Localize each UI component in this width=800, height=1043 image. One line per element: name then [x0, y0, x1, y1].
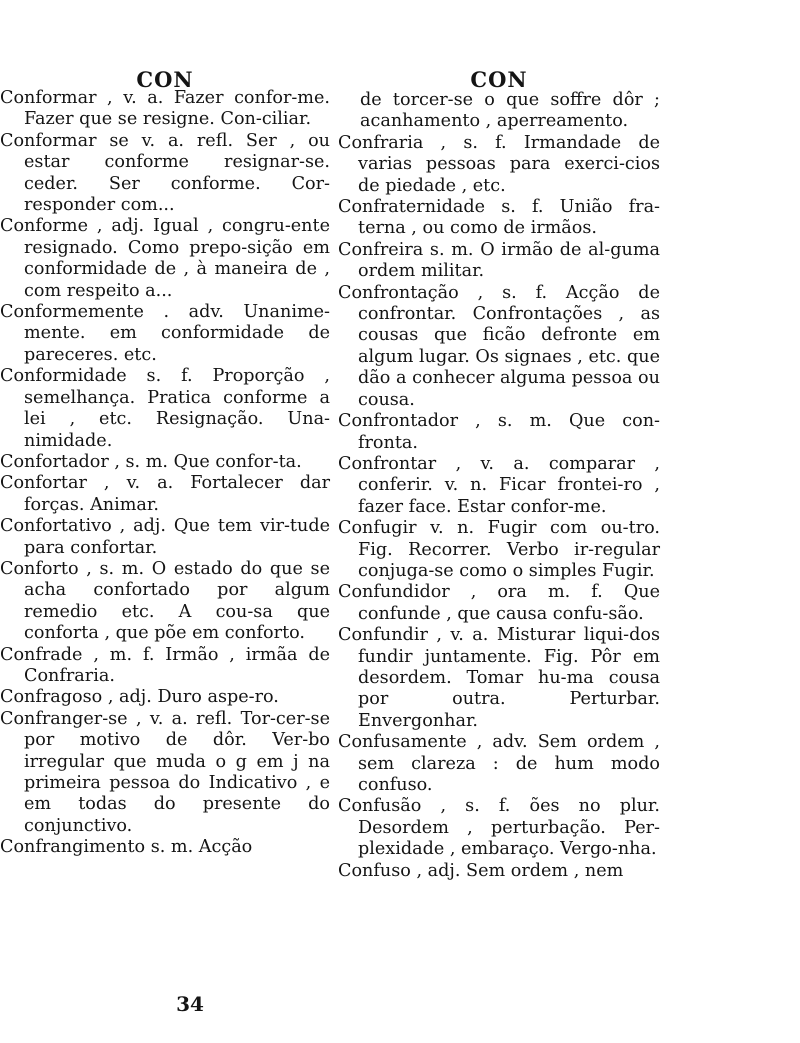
page-number: 34 [176, 992, 204, 1016]
entry-confortativo: Confortativo , adj. Que tem vir-tude para confortar. [0, 516, 330, 558]
entry-confundidor: Confundidor , ora m. f. Que confunde , que causa confu-são. [338, 582, 660, 624]
entry-continuation: de torcer-se o que soffre dôr ; acanhamento , aperreamento. [360, 90, 660, 132]
entry-conformidade: Conformidade s. f. Proporção , semelhança. Pratica conforme a lei , etc. Resignação. Una-nimidade. [0, 366, 330, 451]
entry-confusao: Confusão , s. f. ões no plur. Desordem , perturbação. Per-plexidade , embaraço. Vergo-nha. [338, 796, 660, 860]
entry-confortar: Confortar , v. a. Fortalecer dar forças. Animar. [0, 473, 330, 515]
entry-confrangimento: Confrangimento s. m. Acção [0, 837, 253, 858]
entry-confragoso: Confragoso , adj. Duro aspe-ro. [0, 687, 279, 708]
entry-confortador: Confortador , s. m. Que confor-ta. [0, 451, 302, 472]
entry-confraria: Confraria , s. f. Irmandade de varias pessoas para exerci-cios de piedade , etc. [338, 132, 660, 196]
entry-conformar-se: Conformar se v. a. refl. Ser , ou estar conforme resignar-se. ceder. Ser conforme. Cor-responder com... [0, 130, 330, 216]
entry-confrontar: Confrontar , v. a. comparar , conferir. v. n. Ficar frontei-ro , fazer face. Estar confor-me. [338, 453, 660, 517]
entry-confuso: Confuso , adj. Sem ordem , nem [338, 860, 624, 881]
entry-confrontacao: Confrontação , s. f. Acção de confrontar. Confrontações , as cousas que ficão defronte em algum lugar. Os signaes , etc. que dão a conhecer alguma pessoa ou cousa. [338, 282, 660, 410]
entry-conformar: Conformar , v. a. Fazer confor-me. Fazer que se resigne. Con-ciliar. [0, 88, 330, 130]
left-entries [0, 88, 330, 859]
right-running-header: CON [470, 67, 528, 92]
entry-conforto: Conforto , s. m. O estado do que se acha confortado por algum remedio etc. A cou-sa que conforta , que põe em conforto. [0, 558, 330, 644]
entry-confusamente: Confusamente , adv. Sem ordem , sem clareza : de hum modo confuso. [338, 732, 660, 795]
entry-conforme: Conforme , adj. Igual , congru-ente resignado. Como prepo-sição em conformidade de , à maneira de , com respeito a... [0, 216, 330, 301]
entry-confranger-se: Confranger-se , v. a. refl. Tor-cer-se por motivo de dôr. Ver-bo irregular que muda o g em j na primeira pessoa do Indicativo , e em todas do presente do conjunctivo. [0, 708, 330, 836]
right-entries [338, 90, 660, 882]
entry-confundir: Confundir , v. a. Misturar liqui-dos fundir juntamente. Fig. Pôr em desordem. Tomar hu-ma cousa por outra. Perturbar. Envergonhar. [338, 625, 660, 731]
entry-confreira: Confreira s. m. O irmão de al-guma ordem militar. [338, 239, 660, 282]
entry-conformemente: Conformemente . adv. Unanime-mente. em conformidade de pareceres. etc. [0, 302, 330, 365]
entry-confugir: Confugir v. n. Fugir com ou-tro. Fig. Recorrer. Verbo ir-regular conjuga-se como o simples Fugir. [338, 518, 660, 581]
entry-confrontador: Confrontador , s. m. Que con-fronta. [338, 411, 660, 453]
entry-confrade: Confrade , m. f. Irmão , irmãa de Confraria. [0, 644, 330, 686]
left-running-header: CON [136, 67, 194, 92]
entry-confraternidade: Confraternidade s. f. União fra-terna , ou como de irmãos. [338, 197, 660, 239]
